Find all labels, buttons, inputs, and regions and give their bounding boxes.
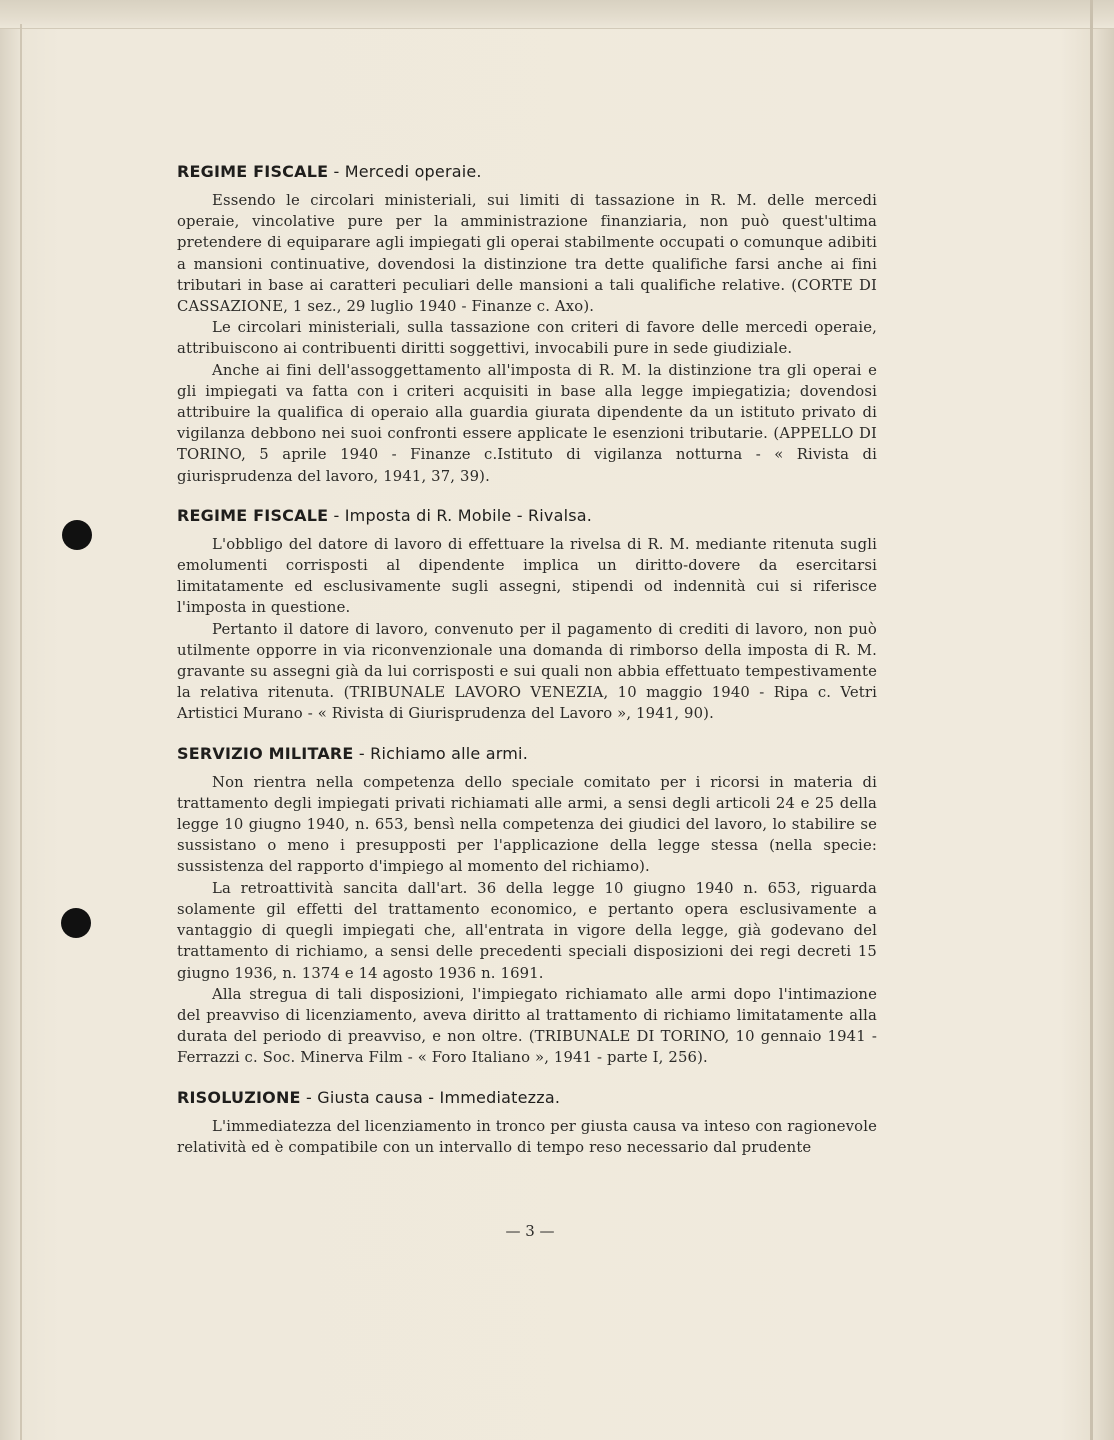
section-risoluzione — [177, 1086, 877, 1158]
paragraph: Non rientra nella competenza dello speciale comitato per i ricorsi in materia di trattamento degli impiegati privati richiamati alle armi, a sensi degli articoli 24 e 25 della legge 10 giugno 1940, n. 653, bensì nella competenza dei giudici del lavoro, lo stabilire se sussistano o meno i presupposti per l'applicazione della legge stessa (nella specie: sussistenza del rapporto d'impiego al momento del richiamo). — [177, 773, 877, 876]
punch-hole-top — [62, 520, 92, 550]
heading-sub: - Richiamo alle armi. — [353, 743, 528, 763]
heading-sub: - Giusta causa - Immediatezza. — [300, 1087, 561, 1107]
paragraph: Alla stregua di tali disposizioni, l'impiegato richiamato alle armi dopo l'intimazione del preavviso di licenziamento, aveva diritto al trattamento di richiamo limitatamente alla durata del periodo di preavviso, e non oltre. (TRIBUNALE DI TORINO, 10 gennaio 1941 - Ferrazzi c. Soc. Minerva Film - « Foro Italiano », 1941 - parte I, 256). — [177, 985, 877, 1067]
heading-main: SERVIZIO MILITARE — [177, 743, 354, 763]
heading-main: REGIME FISCALE — [177, 505, 329, 525]
heading-sub: - Mercedi operaie. — [328, 162, 482, 181]
paragraph: La retroattività sancita dall'art. 36 della legge 10 giugno 1940 n. 653, riguarda solamente gil effetti del trattamento economico, e pertanto opera esclusivamente a vantaggio di quegli impiegati che, all'entrata in vigore della legge, già godevano del trattamento di richiamo, a sensi delle precedenti speciali disposizioni dei regi decreti 15 giugno 1936, n. 1374 e 14 agosto 1936 n. 1691. — [177, 879, 877, 982]
heading-main: REGIME FISCALE — [177, 162, 329, 181]
page-number: — 3 — — [505, 1222, 555, 1240]
paragraph: Essendo le circolari ministeriali, sui limiti di tassazione in R. M. delle mercedi operaie, vincolative pure per la amministrazione finanziaria, non può quest'ultima pretendere di equiparare agli impiegati gli operai stabilmente occupati o comunque adibiti a mansioni continuative, dovendosi la distinzione tra dette qualifiche farsi anche ai fini tributari in base ai caratteri peculiari delle mansioni a tali qualifiche relative. (CORTE DI CASSAZIONE, 1 sez., 29 luglio 1940 - Finanze c. Axo). — [177, 192, 877, 316]
paragraph: L'immediatezza del licenziamento in tronco per giusta causa va inteso con ragionevole relatività ed è compatibile con un intervallo di tempo reso necessario dal prudente — [177, 1117, 877, 1156]
heading-main: RISOLUZIONE — [177, 1087, 301, 1107]
section-heading — [177, 742, 877, 766]
punch-hole-bottom — [61, 908, 91, 938]
heading-sub: - Imposta di R. Mobile - Rivalsa. — [328, 505, 593, 525]
right-page-edge — [1090, 0, 1093, 1440]
section-servizio-militare — [177, 742, 877, 1069]
paragraph: Pertanto il datore di lavoro, convenuto per il pagamento di crediti di lavoro, non può utilmente opporre in via riconvenzionale una domanda di rimborso della imposta di R. M. gravante su assegni già da lui corrisposti e sui quali non abbia effettuato tempestivamente la relativa ritenuta. (TRIBUNALE LAVORO VENEZIA, 10 maggio 1940 - Ripa c. Vetri Artistici Murano - « Rivista di Giurisprudenza del Lavoro », 1941, 90). — [177, 620, 877, 723]
section-heading — [177, 1086, 877, 1110]
document-body — [177, 160, 877, 1175]
paragraph: Le circolari ministeriali, sulla tassazione con criteri di favore delle mercedi operaie, attribuiscono ai contribuenti diritti soggettivi, invocabili pure in sede giudiziale. — [177, 319, 877, 358]
paragraph: L'obbligo del datore di lavoro di effettuare la rivelsa di R. M. mediante ritenuta sugli emolumenti corrisposti al dipendente implica un diritto-dovere da esercitarsi limitatamente ed esclusivamente sugli assegni, stipendi od indennità cui si riferisce l'imposta in questione. — [177, 535, 877, 617]
page-fold-edge — [0, 0, 1114, 29]
paragraph: Anche ai fini dell'assoggettamento all'imposta di R. M. la distinzione tra gli operai e gli impiegati va fatta con i criteri acquisiti in base alla legge impiegatizia; dovendosi attribuire la qualifica di operaio alla guardia giurata dipendente da un istituto privato di vigilanza debbono nei suoi confronti essere applicate le esenzioni tributarie. (APPELLO DI TORINO, 5 aprile 1940 - Finanze c.Istituto di vigilanza notturna - « Rivista di giurisprudenza del lavoro, 1941, 37, 39). — [177, 361, 877, 485]
section-regime-fiscale-rivalsa — [177, 504, 877, 725]
section-regime-fiscale-mercedi — [177, 160, 877, 487]
section-heading — [177, 504, 877, 528]
section-heading — [177, 160, 877, 184]
